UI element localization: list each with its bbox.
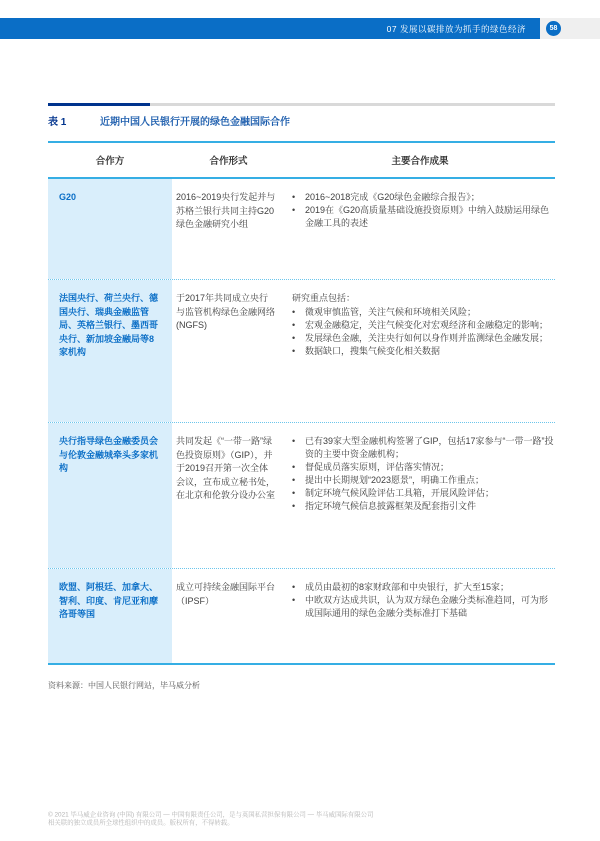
result-bullet [292, 581, 555, 594]
bullet-text: 数据缺口，搜集气候变化相关数据 [305, 346, 441, 356]
bullet-marker: • [292, 488, 296, 498]
result-bullet [292, 191, 555, 204]
bullet-marker: • [292, 436, 296, 446]
result-bullet [292, 500, 555, 513]
bullet-text: 宏观金融稳定，关注气候变化对宏观经济和金融稳定的影响； [305, 320, 549, 330]
result-bullet [292, 204, 555, 230]
bullet-text: 制定环境气候风险评估工具箱，开展风险评估； [305, 488, 495, 498]
bullet-marker: • [292, 307, 296, 317]
bullet-marker: • [292, 320, 296, 330]
bullet-marker: • [292, 582, 296, 592]
column-header-party: 合作方 [95, 156, 125, 167]
caption-accent-line [48, 103, 150, 106]
results-cell [285, 569, 555, 663]
result-bullet [292, 474, 555, 487]
results-cell [285, 423, 555, 568]
results-cell [285, 179, 555, 279]
bullet-marker: • [292, 475, 296, 485]
table-row [48, 422, 555, 568]
bullet-text: 2019在《G20高质量基础设施投资原则》中纳入鼓励运用绿色金融工具的表述 [305, 205, 550, 228]
table-title: 近期中国人民银行开展的绿色金融国际合作 [100, 117, 290, 128]
table-row [48, 568, 555, 663]
table-label: 表 1 [48, 117, 67, 128]
table-header-row [48, 143, 555, 179]
result-bullet [292, 487, 555, 500]
form-cell: 成立可持续金融国际平台（IPSF） [176, 582, 276, 606]
party-cell: 央行指导绿色金融委员会与伦敦金融城牵头多家机构 [48, 423, 172, 568]
bullet-text: 中欧双方达成共识，认为双方绿色金融分类标准趋同，可为形成国际通用的绿色金融分类标准打下基础 [305, 595, 549, 618]
bullet-marker: • [292, 192, 296, 202]
column-header-form: 合作形式 [209, 156, 248, 167]
table-caption [48, 113, 555, 128]
result-bullet [292, 435, 555, 461]
chapter-topbar [0, 18, 600, 39]
cooperation-table [48, 141, 555, 665]
bullet-text: 成员由最初的8家财政部和中央银行，扩大至15家； [305, 582, 510, 592]
source-note: 资料来源：中国人民银行网站，毕马威分析 [48, 681, 200, 690]
caption-rule [48, 103, 555, 106]
bullet-marker: • [292, 205, 296, 215]
bullet-text: 已有39家大型金融机构签署了GIP，包括17家参与“一带一路”投资的主要中资金融机构； [305, 436, 554, 459]
bullet-marker: • [292, 501, 296, 511]
bullet-marker: • [292, 333, 296, 343]
bullet-text: 微观审慎监管，关注气候和环境相关风险； [305, 307, 477, 317]
bullet-text: 提出中长期规划“2023愿景”，明确工作重点； [305, 475, 485, 485]
table-row [48, 179, 555, 279]
bullet-text: 2016~2018完成《G20绿色金融综合报告》； [305, 192, 480, 202]
result-bullet [292, 306, 555, 319]
copyright-line-1: © 2021 毕马威企业咨询 (中国) 有限公司 — 中国有限责任公司，是与英国私营担保有限公司 — 毕马威国际有限公司 [48, 811, 374, 819]
copyright-footer [48, 811, 464, 827]
bullet-marker: • [292, 462, 296, 472]
result-bullet [292, 319, 555, 332]
table-body [48, 179, 555, 665]
column-header-results: 主要合作成果 [391, 156, 449, 167]
party-cell: 欧盟、阿根廷、加拿大、智利、印度、肯尼亚和摩洛哥等国 [48, 569, 172, 663]
form-cell: 于2017年共同成立央行与监管机构绿色金融网络(NGFS) [176, 293, 276, 330]
result-bullet [292, 345, 555, 358]
bullet-marker: • [292, 595, 296, 605]
party-cell: 法国央行、荷兰央行、德国央行、瑞典金融监管局、英格兰银行、墨西哥央行、新加坡金融局等8家机构 [48, 280, 172, 422]
result-bullet [292, 594, 555, 620]
result-bullet [292, 461, 555, 474]
results-intro: 研究重点包括： [292, 293, 356, 303]
table-row [48, 279, 555, 422]
chapter-bar [0, 18, 540, 39]
bullet-text: 督促成员落实原则，评估落实情况； [305, 462, 450, 472]
bullet-text: 指定环境气候信息披露框架及配套指引文件 [305, 501, 477, 511]
form-cell: 2016~2019央行发起并与苏格兰银行共同主持G20绿色金融研究小组 [176, 192, 276, 229]
bullet-marker: • [292, 346, 296, 356]
form-cell: 共同发起《“一带一路”绿色投资原则》（GIP），并于2019召开第一次全体会议，宣布成立秘书处，在北京和伦敦分设办公室 [176, 436, 276, 500]
bullet-text: 发展绿色金融，关注央行如何以身作则并监测绿色金融发展； [305, 333, 549, 343]
chapter-label: 07 发展以碳排放为抓手的绿色经济 [386, 23, 526, 34]
topbar-gray-strip [540, 18, 600, 39]
page-content [48, 103, 555, 691]
party-cell: G20 [48, 179, 172, 279]
results-cell [285, 280, 555, 422]
result-bullet [292, 332, 555, 345]
copyright-line-2: 相关联的独立成员所全球性组织中的成员。版权所有，不得转载。 [48, 819, 234, 827]
page-number-badge: 58 [546, 21, 561, 36]
